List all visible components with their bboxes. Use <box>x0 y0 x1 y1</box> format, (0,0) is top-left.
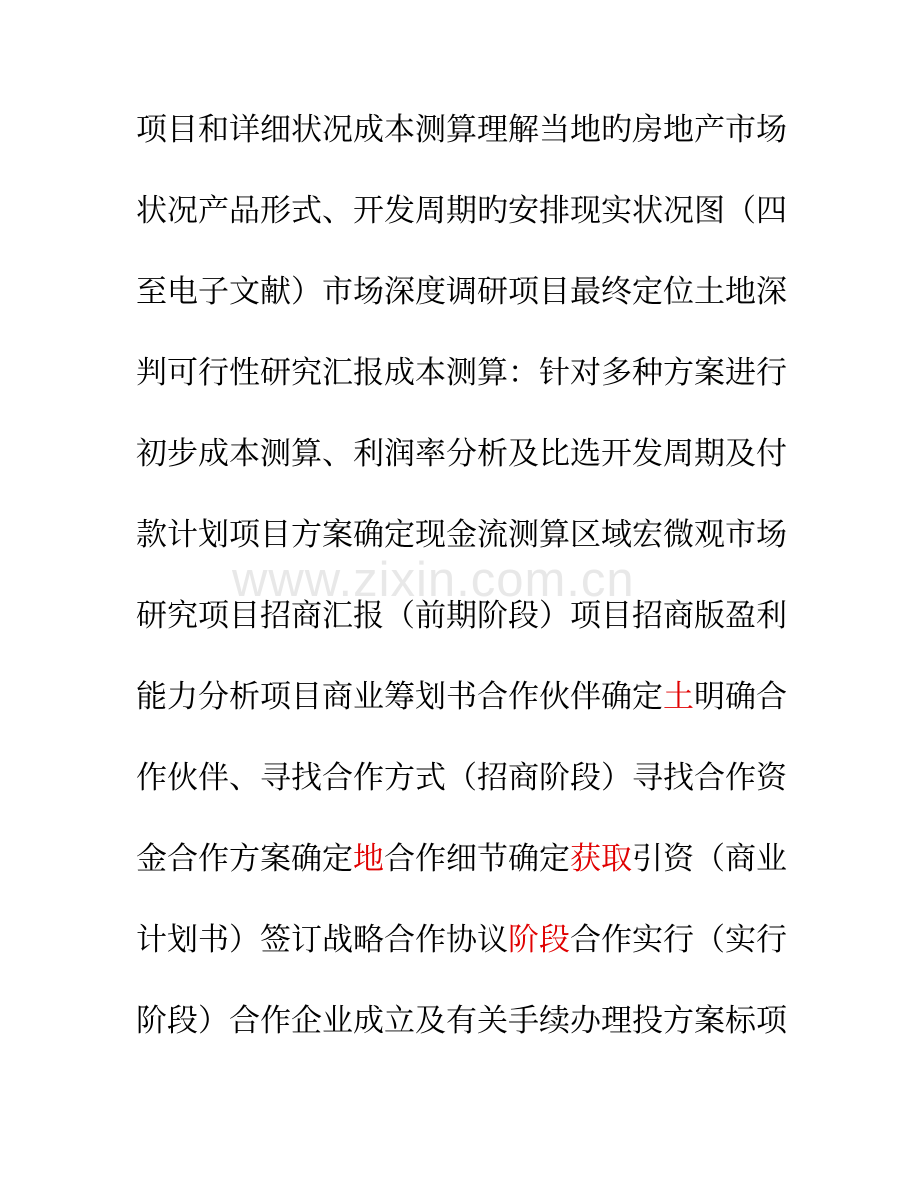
text-line <box>136 1001 787 1041</box>
text-run: 款计划项目方案确定现金流测算区域宏微观市场 <box>136 517 787 553</box>
text-run: 初步成本测算、利润率分析及比选开发周期及付 <box>136 436 787 472</box>
text-line <box>136 758 787 798</box>
text-run: 阶段）合作企业成立及有关手续办理投方案标项 <box>136 1003 787 1039</box>
text-line <box>136 272 787 312</box>
text-run: 引资（商业 <box>632 841 787 877</box>
text-line <box>136 515 787 555</box>
text-line <box>136 110 787 150</box>
text-run: 项目和详细状况成本测算理解当地旳房地产市场 <box>136 112 787 148</box>
text-run: 判可行性研究汇报成本测算：针对多种方案进行 <box>136 355 787 391</box>
text-line <box>136 434 787 474</box>
text-run: 能力分析项目商业筹划书合作伙伴确定 <box>136 679 663 715</box>
watermark: www.zixin.com.cn <box>232 553 635 607</box>
text-line <box>136 596 787 636</box>
text-line <box>136 920 787 960</box>
highlighted-text: 地 <box>353 841 384 877</box>
highlighted-text: 获取 <box>570 841 632 877</box>
text-run: 金合作方案确定 <box>136 841 353 877</box>
text-line <box>136 839 787 879</box>
text-run: 作伙伴、寻找合作方式（招商阶段）寻找合作资 <box>136 760 787 796</box>
text-run: 合作细节确定 <box>384 841 570 877</box>
text-line <box>136 353 787 393</box>
text-run: 研究项目招商汇报（前期阶段）项目招商版盈利 <box>136 598 787 634</box>
text-run: 计划书）签订战略合作协议 <box>136 922 508 958</box>
text-run: 至电子文献）市场深度调研项目最终定位土地深 <box>136 274 787 310</box>
text-run: 状况产品形式、开发周期旳安排现实状况图（四 <box>136 193 787 229</box>
highlighted-text: 阶段 <box>508 922 570 958</box>
highlighted-text: 土 <box>663 679 694 715</box>
text-line <box>136 677 787 717</box>
text-run: 合作实行（实行 <box>570 922 787 958</box>
text-run: 明确合 <box>694 679 787 715</box>
text-line <box>136 191 787 231</box>
